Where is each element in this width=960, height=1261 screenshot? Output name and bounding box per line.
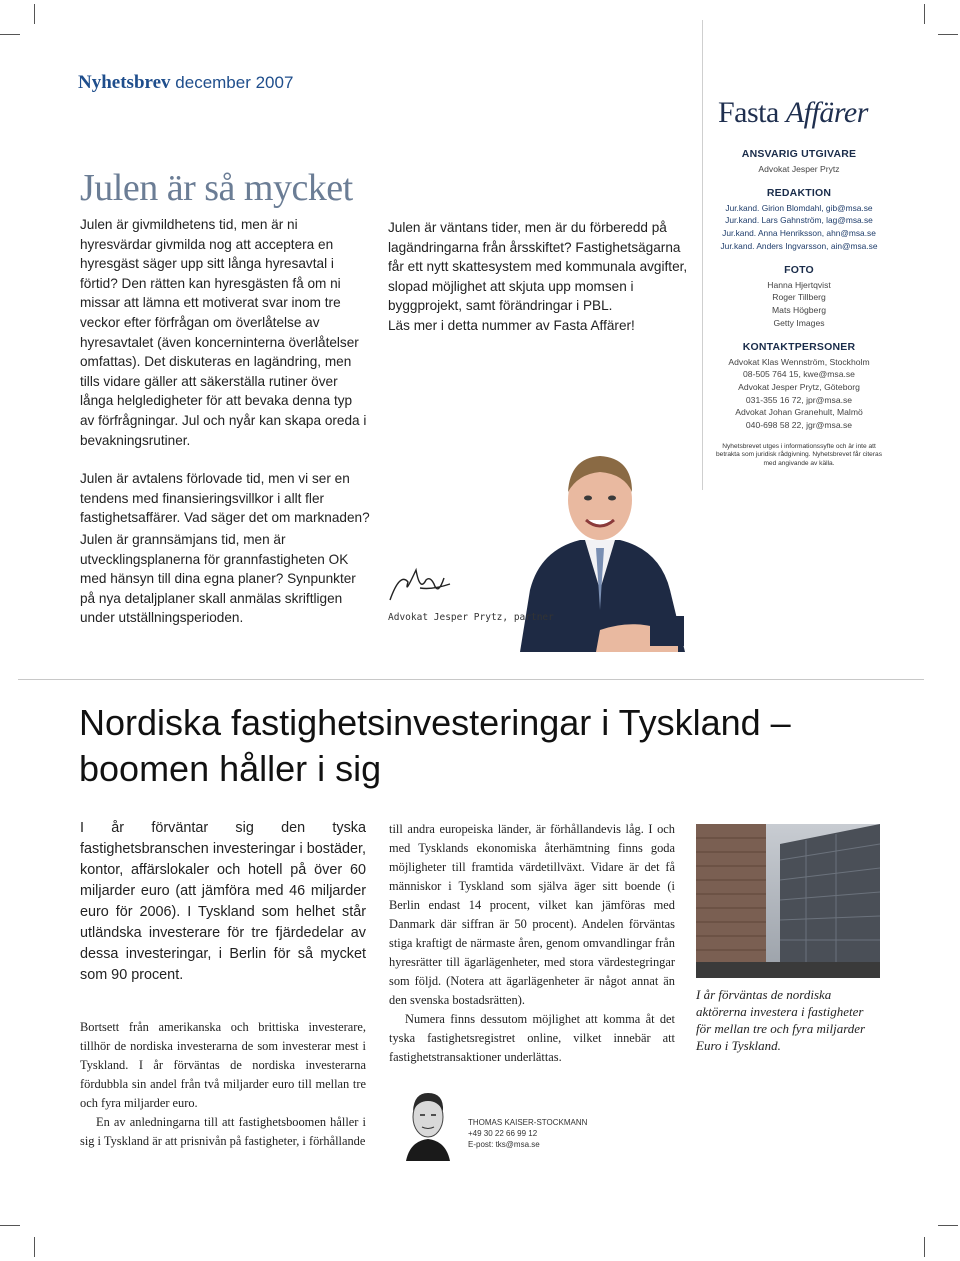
paragraph: Julen är givmildhetens tid, men är ni hyresvärdar givmilda nog att acceptera en hyresgäst säger upp sitt långa hyresavtal i förtid? Den rätten kan hyresgästen få om ni missar att lämna ett motiverat svar inom tre veckor efter förfrågan om överlåtelse av hyresavtalet (även koncerninterna överlåtelser omfattas). Det diskuteras en lagändring, men tills vidare gäller att säkerställa rutiner över långa helgledigheter för att bevaka denna typ av förfrågningar. Jul och nyår kan skapa oreda i bevakningsrutiner. [80, 217, 367, 448]
logo-plain: Fasta [718, 96, 786, 129]
sidebar-heading: REDAKTION [766, 187, 832, 200]
article-column-middle [389, 820, 675, 1067]
crop-mark [34, 4, 35, 24]
sidebar-line: 08-505 764 15, kwe@msa.se [743, 369, 855, 380]
editorial-column-2 [388, 218, 688, 355]
article-headline: Nordiska fastighetsinvesteringar i Tyskland – boomen håller i sig [79, 702, 791, 789]
author-phone: +49 30 22 66 99 12 [468, 1129, 538, 1138]
crop-mark [924, 1237, 925, 1257]
signature [386, 562, 456, 606]
issue-date: december 2007 [175, 73, 294, 92]
crop-mark [34, 1237, 35, 1257]
signature-caption: Advokat Jesper Prytz, partner [388, 612, 554, 623]
publisher-block [712, 148, 886, 175]
crop-mark [0, 34, 20, 35]
author-name: THOMAS KAISER-STOCKMANN [468, 1118, 588, 1127]
paragraph: till andra europeiska länder, är förhållandevis låg. I och med Tysklands ekonomiska återhämtning finns goda möjligheter till framtida värdetillväxt. Vidare är det få människor i Tyskland som själva äger sitt boende (i Berlin endast 14 procent, vilket kan jämföras med Danmark där siffran är 50 procent). Andelen förväntas stiga kraftigt de närmaste åren, genom omvandlingar från hyresrätter till ägarlägenheter, med stora värdestegringar som följd. (Notera att ägarlägenheter är något annat än den svenska bostadsrätten). [389, 822, 675, 1007]
crop-mark [938, 34, 958, 35]
sidebar-line: Jur.kand. Lars Gahnström, lag@msa.se [725, 215, 873, 226]
newsletter-brand: Nyhetsbrev [78, 72, 171, 93]
photo-credits-block [712, 264, 886, 329]
sidebar-line: Jur.kand. Anna Henriksson, ahn@msa.se [722, 227, 876, 238]
masthead-sidebar [712, 148, 886, 468]
sidebar-line: 031-355 16 72, jpr@msa.se [745, 394, 853, 405]
column-divider [702, 20, 703, 490]
article-column-left [80, 1018, 366, 1151]
logo-italic: Affärer [785, 96, 868, 129]
paragraph: Julen är väntans tider, men är du förberedd på lagändringarna från årsskiftet? Fastighetsägarna får ett nytt skattesystem med kommunala avgifter, slopad möjlighet att skjuta upp momsen i byggprojekt, samt förändringar i PBL. [388, 220, 688, 314]
sidebar-line: Hanna Hjertqvist [767, 279, 831, 290]
crop-mark [938, 1225, 958, 1226]
contacts-block [712, 341, 886, 431]
crop-mark [0, 1225, 20, 1226]
sidebar-heading: KONTAKTPERSONER [742, 341, 856, 354]
sidebar-line: Advokat Jesper Prytz, Göteborg [738, 381, 860, 392]
publication-logo [718, 96, 868, 130]
newsletter-issue [78, 72, 293, 94]
author-photo [400, 1083, 456, 1161]
sidebar-line: Jur.kand. Girion Blomdahl, gib@msa.se [725, 202, 873, 213]
paragraph: En av anledningarna till att fastighetsboomen håller i sig i Tyskland är att prisnivån på fastigheter, i förhållande [80, 1115, 366, 1148]
sidebar-heading: ANSVARIG UTGIVARE [741, 148, 857, 160]
sidebar-line: Mats Högberg [772, 304, 826, 315]
editorial-column-1b [80, 530, 370, 647]
paragraph: Julen är avtalens förlovade tid, men vi ser en tendens med finansieringsvillkor i allt fler fastighetsaffärer. Vad säger det om marknaden? [80, 471, 370, 526]
sidebar-line: Advokat Klas Wennström, Stockholm [728, 356, 870, 367]
sidebar-line: Advokat Johan Granehult, Malmö [735, 407, 863, 418]
editorial-column-1 [80, 215, 370, 547]
paragraph: Julen är grannsämjans tid, men är utvecklingsplanerna för grannfastigheten OK med hänsyn till dina egna planer? Synpunkter på nya detaljplaner skall anmälas skriftligen under utställningsperioden. [80, 532, 356, 626]
paragraph: Bortsett från amerikanska och brittiska investerare, tillhör de nordiska investerarna de som investerar mest i Tyskland. I år förväntas de nordiska investerarna fördubbla sin andel från två miljarder euro till mellan tre och fyra miljarder euro. [80, 1020, 366, 1110]
editorial-title: Julen är så mycket [80, 167, 353, 209]
paragraph: Läs mer i detta nummer av Fasta Affärer! [388, 317, 635, 333]
section-divider [18, 679, 924, 680]
paragraph: Numera finns dessutom möjlighet att komma åt det tyska fastighetsregistret online, vilket innebär att fastighetstransaktioner underlättas. [389, 1012, 675, 1064]
author-contact [468, 1117, 587, 1150]
photo-caption: I år förväntas de nordiska aktörerna investera i fastigheter för mellan tre och fyra miljarder Euro i Tyskland. [696, 987, 866, 1053]
author-email[interactable]: E-post: tks@msa.se [468, 1140, 540, 1149]
sidebar-line: Advokat Jesper Prytz [758, 163, 840, 174]
crop-mark [924, 4, 925, 24]
city-photo [696, 824, 880, 978]
disclaimer-note: Nyhetsbrevet utges i informationssyfte och är inte att betrakta som juridisk rådgivning. Nyhetsbrevet får citeras med angivande av källa. [715, 443, 882, 467]
sidebar-line: Getty Images [773, 317, 825, 328]
article-lead: I år förväntar sig den tyska fastighetsbranschen investeringar i bostäder, kontor, affärslokaler och hotell på över 60 miljarder euro (att jämföra med 46 miljarder euro för 2006). I Tyskland som helhet står utländska investerare för tre fjärdedelar av dessa investeringar, i Berlin för så mycket som 90 procent. [80, 820, 366, 983]
sidebar-line: Roger Tillberg [772, 292, 826, 303]
editorial-staff-block [712, 187, 886, 252]
sidebar-line: 040-698 58 22, jgr@msa.se [745, 419, 853, 430]
sidebar-heading: FOTO [784, 264, 814, 277]
sidebar-line: Jur.kand. Anders Ingvarsson, ain@msa.se [720, 240, 878, 251]
